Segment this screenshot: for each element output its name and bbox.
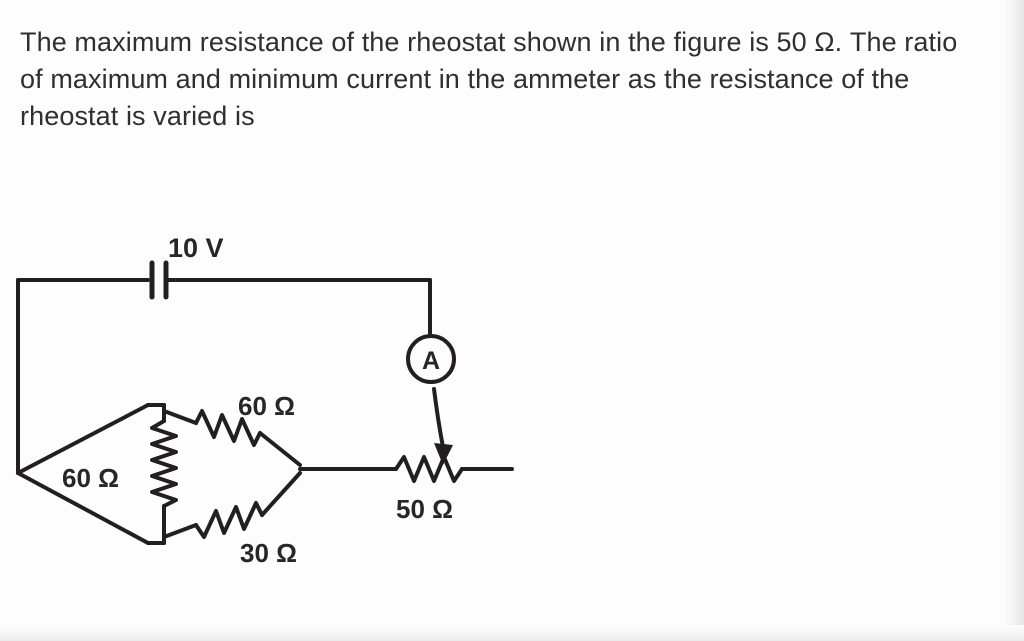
top-resistor-label: 60 Ω: [238, 391, 295, 421]
page-edge-shading-right: [1002, 0, 1024, 641]
circuit-figure: [0, 225, 620, 585]
question-text: The maximum resistance of the rheostat shown in the figure is 50 Ω. The ratio of maximum and minimum current in the ammeter as the resistance of the rheostat is varied is: [20, 27, 958, 131]
bottom-resistor-label: 30 Ω: [240, 538, 297, 568]
rheostat-label: 50 Ω: [396, 494, 453, 524]
ammeter-label: A: [421, 347, 441, 375]
battery-label: 10 V: [168, 233, 224, 263]
rheostat-slider-arrow-icon: [434, 443, 453, 465]
left-resistor-label: 60 Ω: [62, 463, 119, 493]
page-edge-shading-bottom: [0, 625, 1024, 641]
